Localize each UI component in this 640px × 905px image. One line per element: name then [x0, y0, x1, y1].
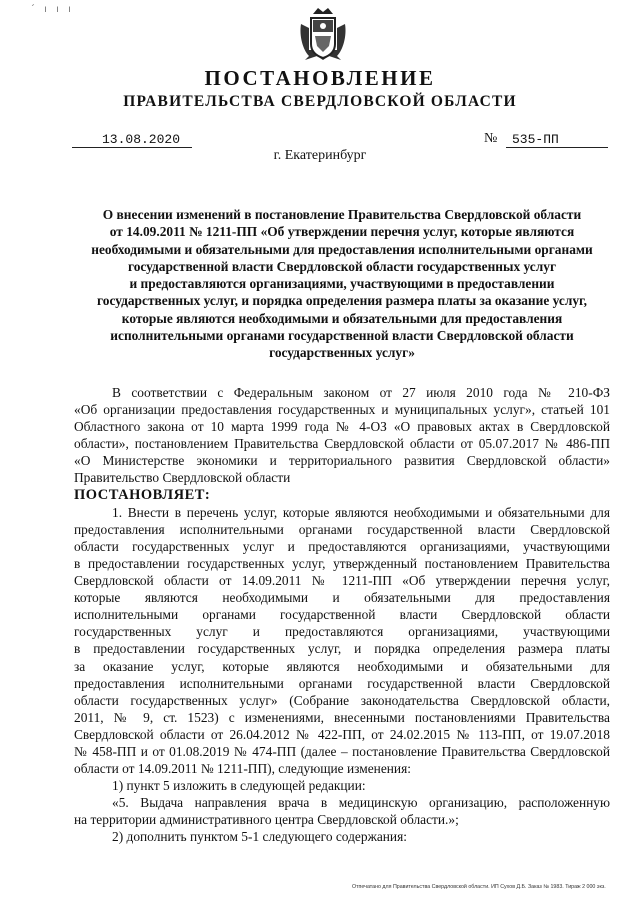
subpoint-1: 1) пункт 5 изложить в следующей редакции:: [112, 778, 366, 794]
preamble-line: области», постановлением Правительства Свердловской области от 05.07.2017 № 486-ПП: [74, 436, 610, 452]
point1-line: Свердловской области от 26.04.2012 № 422-ПП, от 24.02.2015 № 113-ПП, от 19.07.2018: [74, 726, 610, 742]
preamble-line: Областного закона от 10 марта 1999 года № 4-ОЗ «О правовых актах в Свердловской: [74, 419, 610, 435]
quote-line: «5. Выдача направления врача в медицинскую организацию, расположенную: [112, 795, 610, 811]
point1-line: 2011, № 9, ст. 1523) с изменениями, внесенными постановлениями Правительства: [74, 709, 610, 725]
doc-number: 535-ПП: [506, 132, 608, 148]
preamble-line: «О Министерстве экономики и территориального развития Свердловской области»: [74, 453, 610, 469]
point1-line: 1. Внести в перечень услуг, которые являются необходимыми и обязательными для: [112, 504, 610, 520]
number-label: №: [484, 131, 498, 146]
point1-line: области государственных услуг и предоставляются организациями, участвующими: [74, 538, 610, 554]
point1-line: которые являются необходимыми и обязательными для предоставления: [74, 590, 610, 606]
subpoint-2: 2) дополнить пунктом 5-1 следующего содержания:: [112, 829, 407, 845]
preamble-line: В соответствии с Федеральным законом от 27 июля 2010 года № 210-ФЗ: [112, 385, 610, 400]
heading-line: О внесении изменений в постановление Правительства Свердловской области: [102, 207, 582, 222]
issuer-title: ПРАВИТЕЛЬСТВА СВЕРДЛОВСКОЙ ОБЛАСТИ: [123, 93, 517, 110]
point1-line: № 458-ПП и от 01.08.2019 № 474-ПП (далее – постановление Правительства Свердловской: [74, 743, 610, 759]
heading-line: от 14.09.2011 № 1211-ПП «Об утверждении перечня услуг, которые являются: [109, 224, 575, 240]
point1-line: в предоставлении государственных услуг, утвержденный постановлением Правительства: [74, 555, 610, 571]
point1-line: за оказание услуг, которые являются необходимыми и обязательными для: [74, 658, 610, 674]
heading-line: государственной власти Свердловской области государственных услуг: [127, 258, 557, 274]
point1-line: исполнительными органами государственной власти Свердловской области: [74, 607, 610, 623]
heading-line: которые являются необходимыми и обязательными для предоставления: [121, 310, 563, 326]
doc-type-title: ПОСТАНОВЛЕНИЕ: [204, 66, 436, 90]
doc-heading: [74, 206, 610, 362]
doc-body: [74, 384, 610, 846]
doc-date: 13.08.2020: [72, 132, 192, 148]
heading-line: государственных услуг, и порядка определения размера платы за оказание услуг,: [97, 293, 587, 309]
print-footer: Отпечатано для Правительства Свердловской области. ИП Сухов Д.Б. Заказ № 1983. Тираж 2 000 экз.: [352, 884, 606, 890]
point1-line: в предоставлении государственных услуг, и порядка определения размера платы: [74, 641, 610, 657]
point1-line: Свердловской области от 14.09.2011 № 1211-ПП «Об утверждении перечня услуг,: [74, 573, 610, 589]
city: г. Екатеринбург: [273, 148, 367, 163]
decree-word: ПОСТАНОВЛЯЕТ:: [74, 486, 211, 503]
point1-line: области государственных услуг» (Собрание законодательства Свердловской области,: [74, 692, 610, 708]
scan-marks: ˊ ı ı ı: [30, 4, 74, 15]
heading-line: необходимыми и обязательными для предоставления исполнительными органами: [91, 241, 593, 257]
coat-of-arms-icon: [297, 6, 349, 62]
point1-line: предоставления исполнительными органами государственной власти Свердловской: [74, 521, 610, 537]
quote-line: на территории административного центра Свердловской области.»;: [74, 812, 459, 828]
heading-line: государственных услуг»: [269, 345, 415, 361]
point1-line: предоставления исполнительными органами государственной власти Свердловской: [74, 675, 610, 691]
heading-line: и предоставляются организациями, участвующими в предоставлении: [129, 276, 555, 292]
preamble-line: «Об организации предоставления государственных и муниципальных услуг», статьей 101: [74, 402, 610, 418]
heading-line: исполнительными органами государственной власти Свердловской области: [110, 328, 574, 344]
point1-line: области от 14.09.2011 № 1211-ПП), следующие изменения:: [74, 761, 411, 777]
point1-line: государственных услуг и предоставляются организациями, участвующими: [74, 624, 610, 640]
preamble-line: Правительство Свердловской области: [74, 470, 291, 486]
